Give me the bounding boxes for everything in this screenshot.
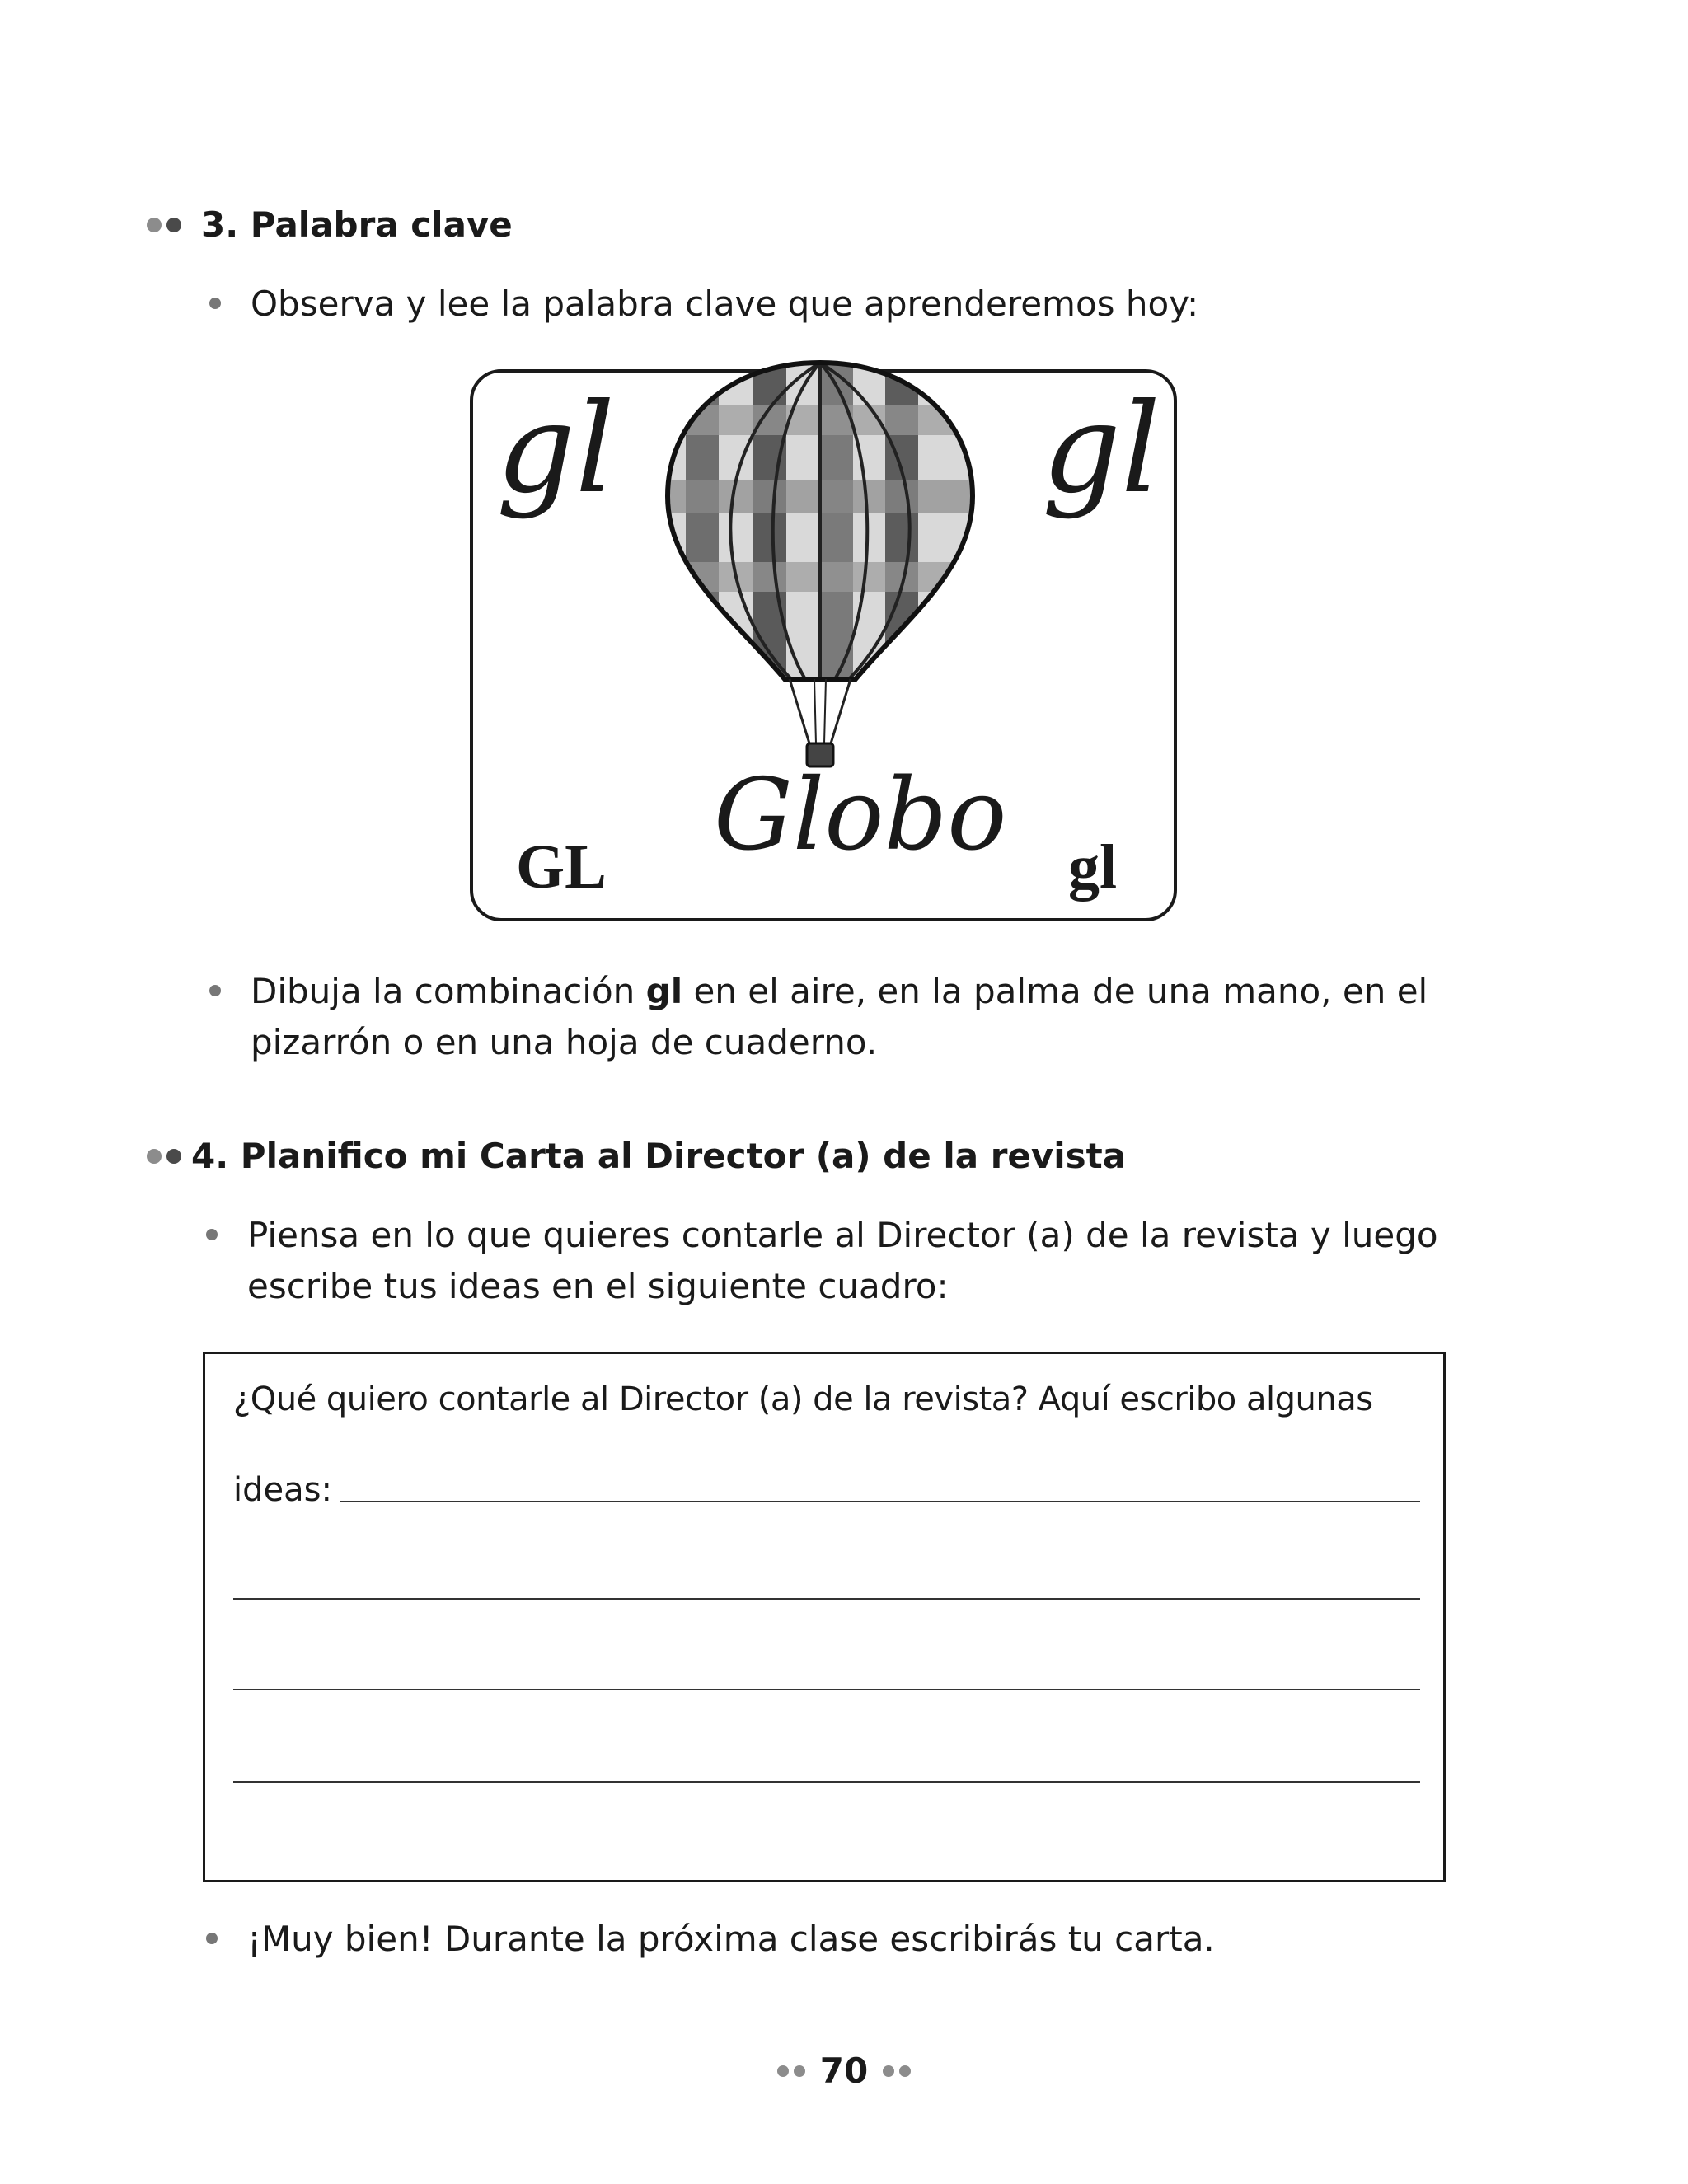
- heading-dots-icon: [147, 1149, 181, 1164]
- print-gl-upper: GL: [516, 832, 607, 902]
- plan-instruction: [247, 1210, 1451, 1312]
- cursive-word-globo: Globo: [714, 758, 1007, 873]
- section-3-heading: [147, 204, 513, 245]
- cursive-gl-left: gl: [496, 377, 615, 521]
- footer-dots-right-icon: [883, 2065, 911, 2077]
- bullet-icon: [209, 298, 221, 309]
- writing-line-3[interactable]: [233, 1689, 1420, 1690]
- draw-text-before: Dibuja la combinación: [251, 971, 646, 1011]
- page-number: 70: [819, 2050, 869, 2091]
- section-3-title: 3. Palabra clave: [201, 204, 513, 245]
- draw-bold-gl: gl: [645, 971, 683, 1011]
- writing-line-2[interactable]: [233, 1598, 1420, 1600]
- page-footer: [0, 2050, 1688, 2091]
- draw-instruction: [251, 966, 1446, 1068]
- ideas-label: ideas:: [233, 1471, 332, 1509]
- footer-dots-left-icon: [777, 2065, 805, 2077]
- draw-text-after: en el aire, en la palma de una mano, en el: [682, 971, 1428, 1011]
- plan-instruction-line1: Piensa en lo que quieres contarle al Director (a) de la revista y luego: [247, 1215, 1438, 1255]
- bullet-icon: [209, 985, 221, 996]
- section-4-heading: [147, 1136, 1126, 1176]
- bullet-icon: [206, 1229, 218, 1240]
- keyword-card: [470, 369, 1177, 921]
- writing-line-4[interactable]: [233, 1781, 1420, 1783]
- observe-instruction: [251, 279, 1198, 330]
- heading-dots-icon: [147, 218, 181, 232]
- bullet-icon: [206, 1933, 218, 1944]
- section-4-title: 4. Planifico mi Carta al Director (a) de la revista: [191, 1136, 1127, 1176]
- ideas-box: [203, 1352, 1446, 1882]
- closing-text: ¡Muy bien! Durante la próxima clase escribirás tu carta.: [247, 1919, 1215, 1959]
- cursive-gl-right: gl: [1042, 377, 1160, 521]
- draw-text-line2: pizarrón o en una hoja de cuaderno.: [251, 1022, 878, 1062]
- hot-air-balloon-illustration: [661, 356, 979, 776]
- ideas-prompt: ¿Qué quiero contarle al Director (a) de la revista? Aquí escribo algunas: [233, 1380, 1373, 1418]
- closing-note: [247, 1914, 1215, 1965]
- observe-instruction-text: Observa y lee la palabra clave que aprenderemos hoy:: [251, 284, 1199, 324]
- plan-instruction-line2: escribe tus ideas en el siguiente cuadro:: [247, 1266, 949, 1306]
- writing-line-1[interactable]: [340, 1501, 1420, 1502]
- print-gl-lower: gl: [1068, 832, 1118, 902]
